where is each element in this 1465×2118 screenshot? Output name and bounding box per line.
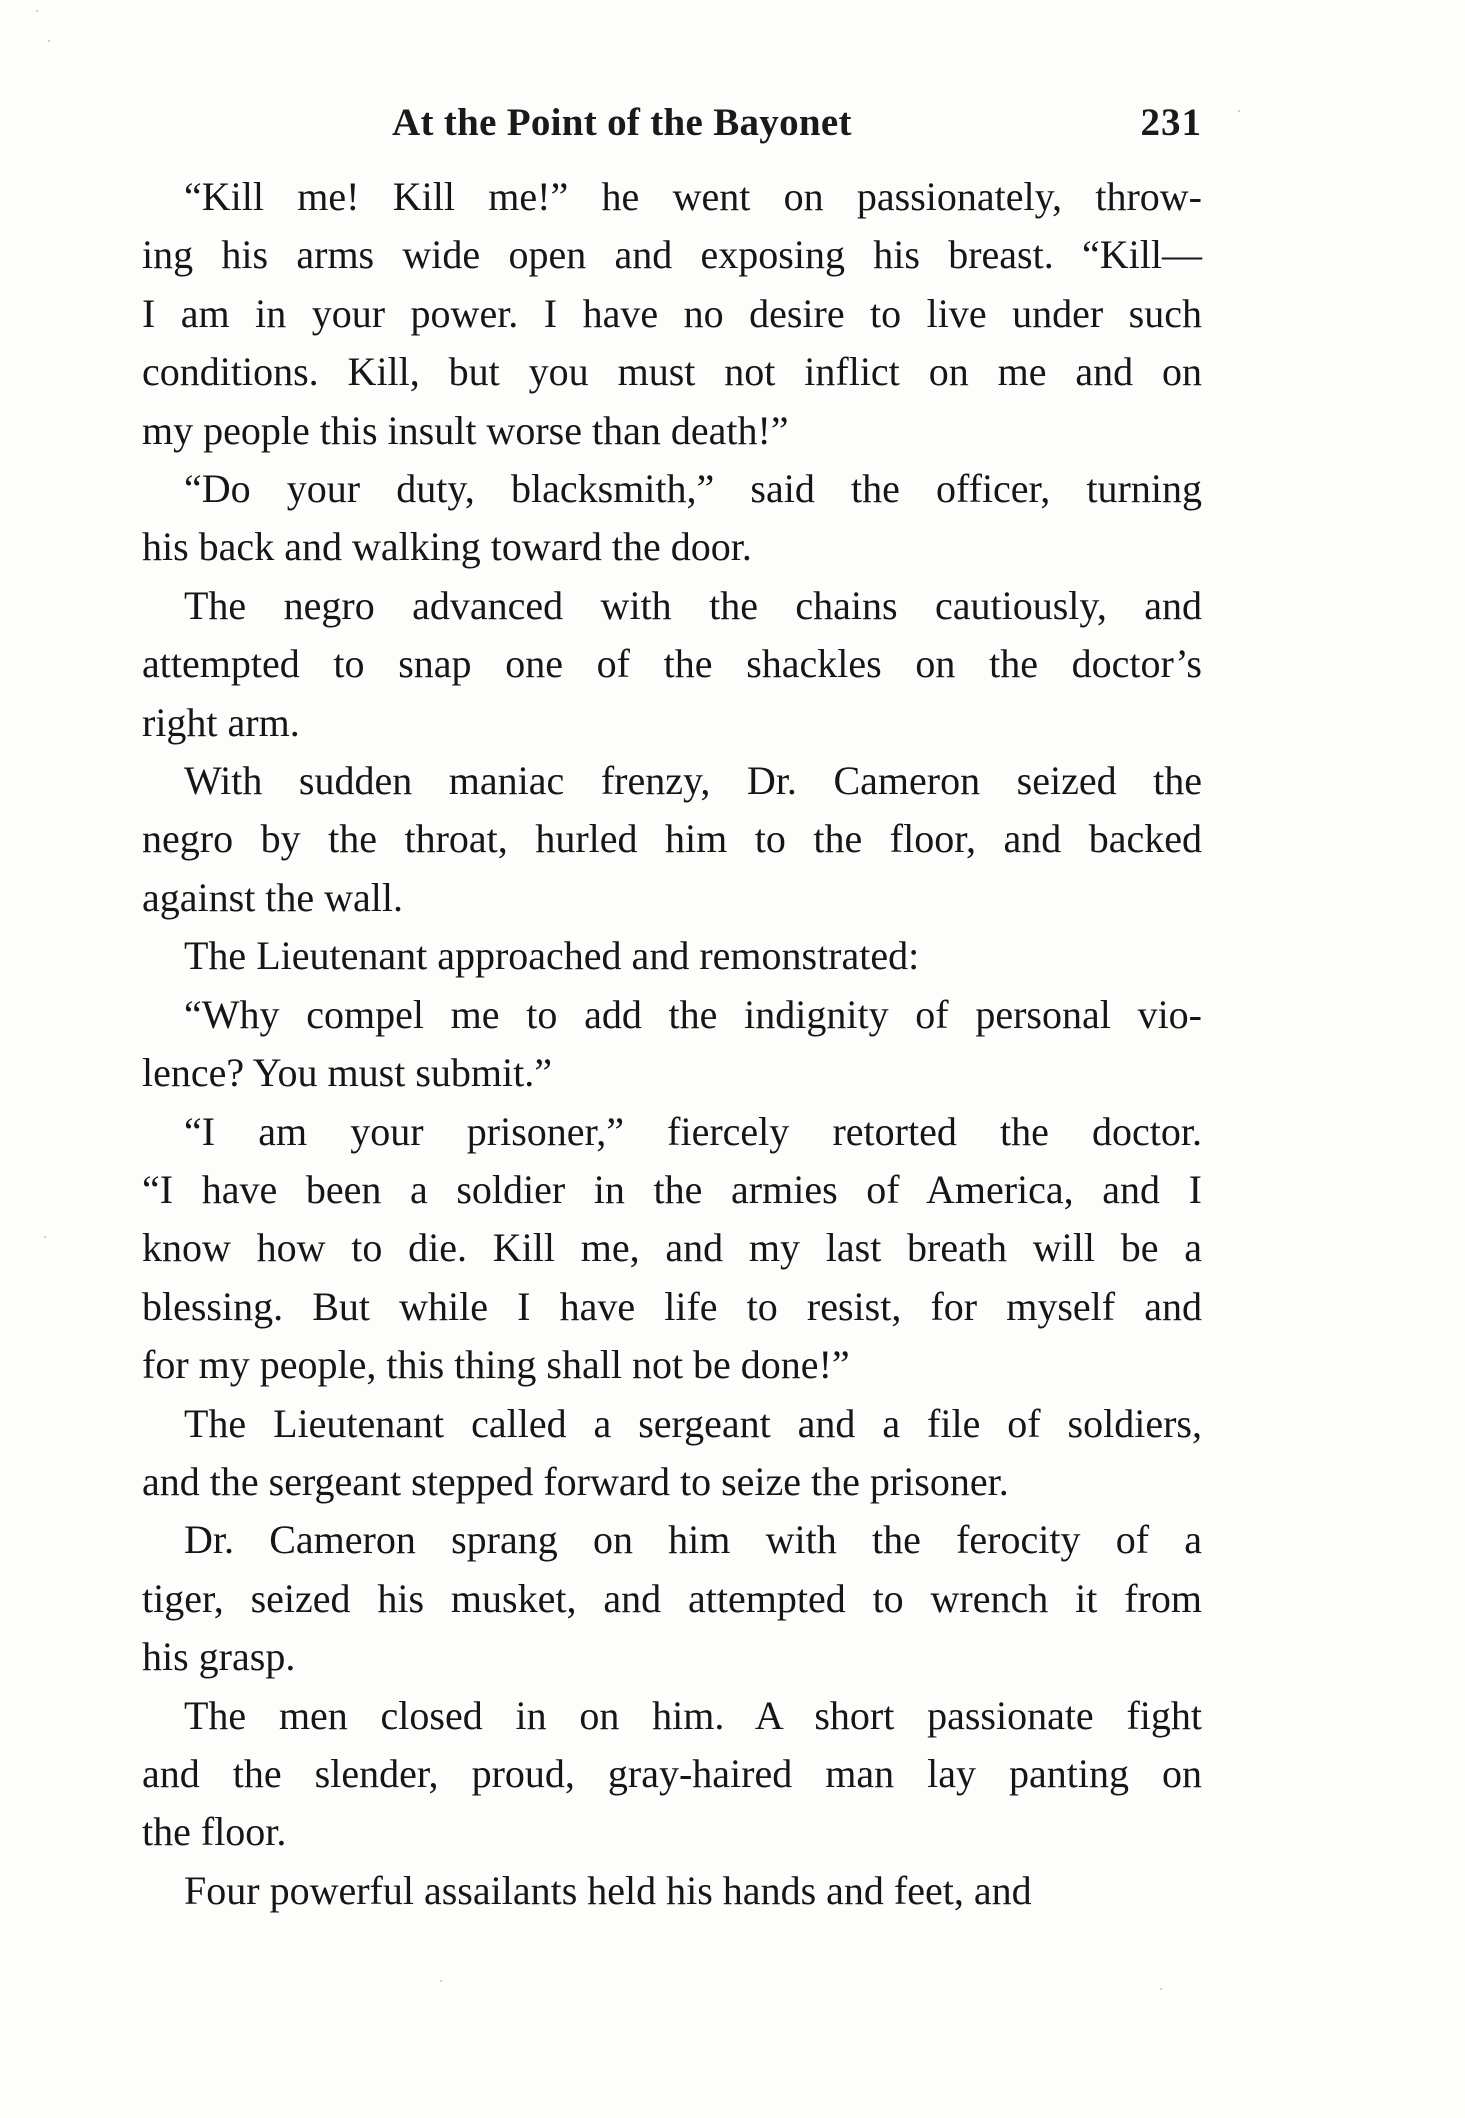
paragraph (142, 577, 1202, 752)
text-line: ing his arms wide open and exposing his breast. “Kill— (142, 232, 1202, 278)
text-line: know how to die. Kill me, and my last breath will be a (142, 1225, 1202, 1271)
text-line: “Why compel me to add the indignity of personal vio- (184, 991, 1202, 1037)
text-line: and the sergeant stepped forward to seize the prisoner. (142, 1458, 1009, 1504)
paragraph (142, 1103, 1202, 1395)
paper-speck (440, 1980, 442, 1982)
running-title: At the Point of the Bayonet (392, 101, 852, 144)
text-line: right arm. (142, 699, 300, 745)
running-head (142, 100, 1202, 160)
text-line: The negro advanced with the chains cautiously, and (184, 582, 1202, 628)
text-line: blessing. But while I have life to resist, for myself and (142, 1283, 1202, 1329)
paragraph (142, 1687, 1202, 1862)
paper-speck (44, 1236, 46, 1238)
paragraph (142, 1395, 1202, 1512)
text-line: I am in your power. I have no desire to live under such (142, 290, 1202, 336)
text-line: “Do your duty, blacksmith,” said the officer, turning (184, 466, 1202, 512)
text-line: and the slender, proud, gray-haired man lay panting on (142, 1750, 1202, 1796)
body-text (142, 168, 1202, 1920)
paper-speck (48, 40, 50, 42)
text-line: The Lieutenant approached and remonstrated: (184, 933, 920, 979)
text-line: negro by the throat, hurled him to the floor, and backed (142, 816, 1202, 862)
text-line: The Lieutenant called a sergeant and a file of soldiers, (184, 1400, 1202, 1446)
text-line: against the wall. (142, 874, 404, 920)
text-line: his back and walking toward the door. (142, 524, 752, 570)
paragraph (142, 986, 1202, 1103)
text-line: “I have been a soldier in the armies of America, and I (142, 1166, 1202, 1212)
paper-speck (1238, 110, 1240, 112)
paragraph (142, 1862, 1202, 1920)
paragraph (142, 460, 1202, 577)
text-line: “Kill me! Kill me!” he went on passionately, throw- (184, 174, 1202, 219)
paragraph (142, 752, 1202, 927)
text-line: conditions. Kill, but you must not inflict on me and on (142, 349, 1202, 395)
text-line: lence? You must submit.” (142, 1050, 552, 1096)
text-line: tiger, seized his musket, and attempted to wrench it from (142, 1575, 1202, 1621)
text-line: attempted to snap one of the shackles on the doctor’s (142, 641, 1202, 687)
paragraph (142, 927, 1202, 985)
text-line: “I am your prisoner,” fiercely retorted the doctor. (184, 1108, 1202, 1154)
paragraph (142, 1511, 1202, 1686)
text-line: the floor. (142, 1809, 287, 1855)
text-line: Four powerful assailants held his hands and feet, and (184, 1867, 1032, 1913)
text-line: his grasp. (142, 1634, 296, 1680)
text-line: Dr. Cameron sprang on him with the ferocity of a (184, 1517, 1202, 1563)
text-line: my people this insult worse than death!” (142, 407, 789, 453)
page-number: 231 (1140, 101, 1202, 144)
text-line: for my people, this thing shall not be done!” (142, 1342, 850, 1388)
text-line: With sudden maniac frenzy, Dr. Cameron seized the (184, 758, 1202, 804)
paper-speck (36, 10, 38, 12)
paper-speck (1160, 1988, 1162, 1990)
paragraph (142, 168, 1202, 460)
text-line: The men closed in on him. A short passionate fight (184, 1692, 1202, 1738)
